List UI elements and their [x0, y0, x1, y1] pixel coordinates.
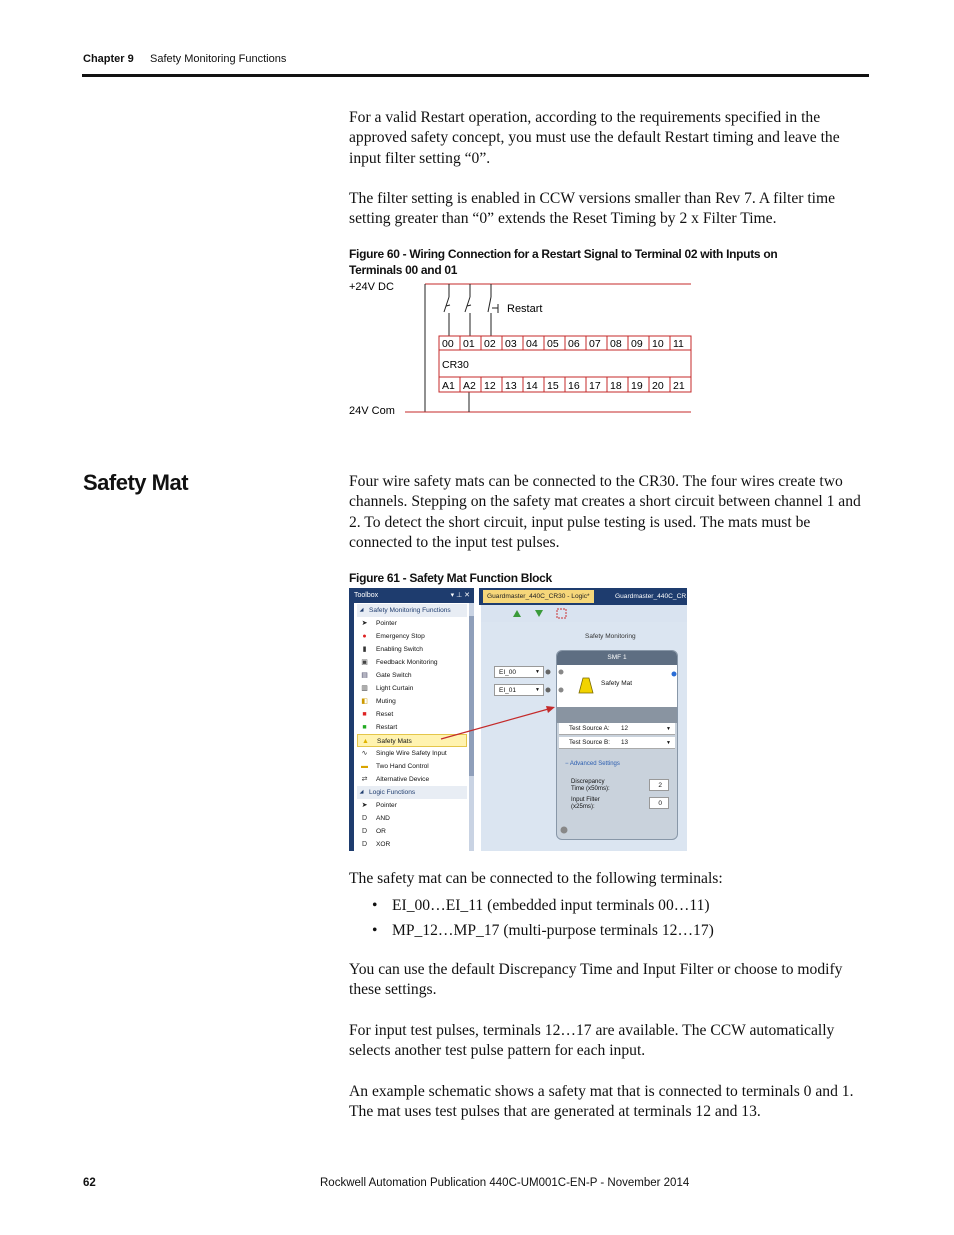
toolbox-item-label: Safety Monitoring Functions — [369, 607, 451, 614]
page-number: 62 — [83, 1177, 96, 1189]
paragraph-safety-mat: Four wire safety mats can be connected to the CR30. The four wires create two channels. Stepping on the safety mat creates a short circuit between channel 1 and 2. To detect the short circuit, input pulse testing is used. The mats must be connected to the input test pulses. — [349, 473, 861, 551]
terminal-label: A2 — [463, 380, 476, 392]
test-source-a-value: 12 — [621, 725, 629, 732]
chevron-down-icon: ▼ — [535, 669, 540, 675]
terminal-label: A1 — [442, 380, 455, 392]
terminal-label: 05 — [547, 338, 559, 350]
enabling-switch-icon: ▮ — [362, 645, 367, 653]
toolbox-item-label: Emergency Stop — [376, 633, 425, 640]
collapse-icon: ◢ — [359, 606, 364, 613]
collapse-icon: − — [565, 761, 570, 767]
terminal-label: 13 — [505, 380, 517, 392]
block-title: SMF 1 — [557, 651, 677, 665]
bullet-icon: • — [372, 922, 378, 939]
terminal-label: 11 — [673, 338, 684, 350]
toolbox-pin-icon[interactable]: ▾ ⊥ ✕ — [450, 592, 470, 599]
test-source-b-label: Test Source B: — [569, 739, 610, 746]
toolbox-item-label: Feedback Monitoring — [376, 659, 438, 666]
alternative-device-icon: ⇄ — [361, 775, 368, 783]
gate-switch-icon: ▤ — [361, 671, 368, 679]
toolbox-item-label: Logic Functions — [369, 789, 416, 796]
terminal-label: 07 — [589, 338, 601, 350]
safety-mat-icon: ▲ — [362, 737, 369, 745]
toolbox-item-label: Two Hand Control — [376, 763, 429, 770]
test-source-a-label: Test Source A: — [569, 725, 610, 732]
restart-icon: ■ — [362, 723, 367, 731]
tab-logic-active[interactable]: Guardmaster_440C_CR30 - Logic* — [483, 590, 594, 603]
discrepancy-label: Discrepancy Time (x50ms): — [571, 778, 610, 792]
paragraph-test-pulses: For input test pulses, terminals 12…17 are available. The CCW automatically selects another test pulse pattern for each input. — [349, 1022, 835, 1060]
chevron-down-icon: ▼ — [535, 687, 540, 693]
terminal-label: 09 — [631, 338, 643, 350]
terminal-label: 15 — [547, 380, 559, 392]
terminal-label: 16 — [568, 380, 580, 392]
terminal-label: 00 — [442, 338, 454, 350]
terminal-label: 03 — [505, 338, 517, 350]
terminal-label: 01 — [463, 338, 475, 350]
list-item: • EI_00…EI_11 (embedded input terminals 00…11) — [372, 893, 714, 918]
toolbox-item-label: XOR — [376, 841, 391, 848]
paragraph-defaults: You can use the default Discrepancy Time and Input Filter or choose to modify these settings. — [349, 961, 843, 999]
drag-arrow — [441, 706, 555, 739]
terminal-label: 18 — [610, 380, 622, 392]
pointer-icon: ➤ — [361, 801, 368, 809]
paragraph-example: An example schematic shows a safety mat that is connected to terminals 0 and 1. The mat uses test pulses that are generated at terminals 12 and 13. — [349, 1083, 854, 1121]
and-gate-icon: D — [361, 814, 368, 822]
paragraph-restart: For a valid Restart operation, according to the requirements specified in the approved safety concept, you must use the default Restart timing and leave the input filter setting “0”. — [349, 109, 840, 167]
terminal-label: 21 — [673, 380, 685, 392]
toolbox-item-label: Pointer — [376, 802, 397, 809]
toolbox-item-label: Light Curtain — [376, 685, 414, 692]
connectors-overlay — [349, 588, 687, 851]
input-filter-label: Input Filter (x25ms): — [571, 796, 600, 810]
toolbox-item-label: Safety Mats — [377, 738, 412, 745]
section-title: Safety Mat — [83, 470, 189, 495]
terminal-label: 12 — [484, 380, 496, 392]
toolbox-item-label: Single Wire Safety Input — [376, 750, 447, 757]
figure-61-screenshot — [349, 588, 687, 851]
toolbox-item-label: Alternative Device — [376, 776, 430, 783]
header-rule — [82, 74, 869, 77]
collapse-icon: ◢ — [359, 788, 364, 795]
block-name: Safety Mat — [601, 680, 633, 687]
terminal-label: 06 — [568, 338, 580, 350]
connector-dots — [546, 670, 677, 834]
paragraph-filter: The filter setting is enabled in CCW versions smaller than Rev 7. A filter time setting greater than “0” extends the Reset Timing by 2 x Filter Time. — [349, 190, 836, 228]
com-label: 24V Com — [349, 405, 395, 417]
supply-label: +24V DC — [349, 281, 394, 293]
terminal-label: 20 — [652, 380, 664, 392]
feedback-monitoring-icon: ▣ — [361, 658, 368, 666]
terminal-label: 17 — [589, 380, 601, 392]
chevron-down-icon: ▼ — [666, 740, 671, 746]
chevron-down-icon: ▼ — [666, 726, 671, 732]
terminal-label: 02 — [484, 338, 496, 350]
terminal-list — [372, 893, 714, 943]
figure-60-wiring-diagram — [349, 279, 694, 419]
figure-61-caption: Figure 61 - Safety Mat Function Block — [349, 571, 552, 585]
emergency-stop-icon: ● — [362, 632, 367, 640]
restart-label: Restart — [507, 303, 543, 315]
toolbox-item-label: Gate Switch — [376, 672, 412, 679]
xor-gate-icon: D — [361, 840, 368, 848]
canvas-title: Safety Monitoring — [585, 633, 636, 640]
pointer-icon: ➤ — [361, 619, 368, 627]
discrepancy-time-stepper[interactable]: 2 — [649, 779, 669, 791]
terminal-label: 04 — [526, 338, 538, 350]
input-filter-stepper[interactable]: 0 — [649, 797, 669, 809]
terminal-label: 10 — [652, 338, 664, 350]
advanced-settings-label: Advanced Settings — [569, 761, 620, 767]
toolbox-item-label: Enabling Switch — [376, 646, 423, 653]
publication-info: Rockwell Automation Publication 440C-UM001C-EN-P - November 2014 — [320, 1177, 690, 1189]
light-curtain-icon: ▥ — [361, 684, 368, 692]
toolbox-title: Toolbox — [354, 592, 379, 599]
toolbox-item-label: Muting — [376, 698, 396, 705]
terminal-label: 19 — [631, 380, 643, 392]
tab-logic-other[interactable]: Guardmaster_440C_CR — [615, 593, 687, 600]
test-source-b-value: 13 — [621, 739, 629, 746]
terminal-label: 14 — [526, 380, 538, 392]
toolbox-item-label: Reset — [376, 711, 394, 718]
figure-60-caption: Figure 60 - Wiring Connection for a Restart Signal to Terminal 02 with Inputs on Terminals 00 and 01 — [349, 247, 778, 277]
paragraph-terminals: The safety mat can be connected to the following terminals: — [349, 870, 723, 887]
chapter-label: Chapter 9 — [83, 53, 134, 65]
toolbox-item-label: OR — [376, 828, 386, 835]
input-ei00-label: EI_00 — [499, 669, 516, 676]
toolbox-item-label: AND — [376, 815, 390, 822]
toolbox-item-label: Pointer — [376, 620, 397, 627]
terminal-label: 08 — [610, 338, 622, 350]
single-wire-icon: ∿ — [361, 749, 368, 757]
two-hand-icon: ▬ — [361, 762, 368, 770]
or-gate-icon: D — [361, 827, 368, 835]
toolbox-item-label: Restart — [376, 724, 398, 731]
muting-icon: ◧ — [361, 697, 368, 705]
bullet-icon: • — [372, 897, 378, 914]
device-label: CR30 — [442, 359, 469, 371]
list-item: • MP_12…MP_17 (multi-purpose terminals 12…17) — [372, 918, 714, 943]
chapter-title: Safety Monitoring Functions — [150, 53, 287, 65]
input-ei01-label: EI_01 — [499, 687, 516, 694]
reset-icon: ■ — [362, 710, 367, 718]
